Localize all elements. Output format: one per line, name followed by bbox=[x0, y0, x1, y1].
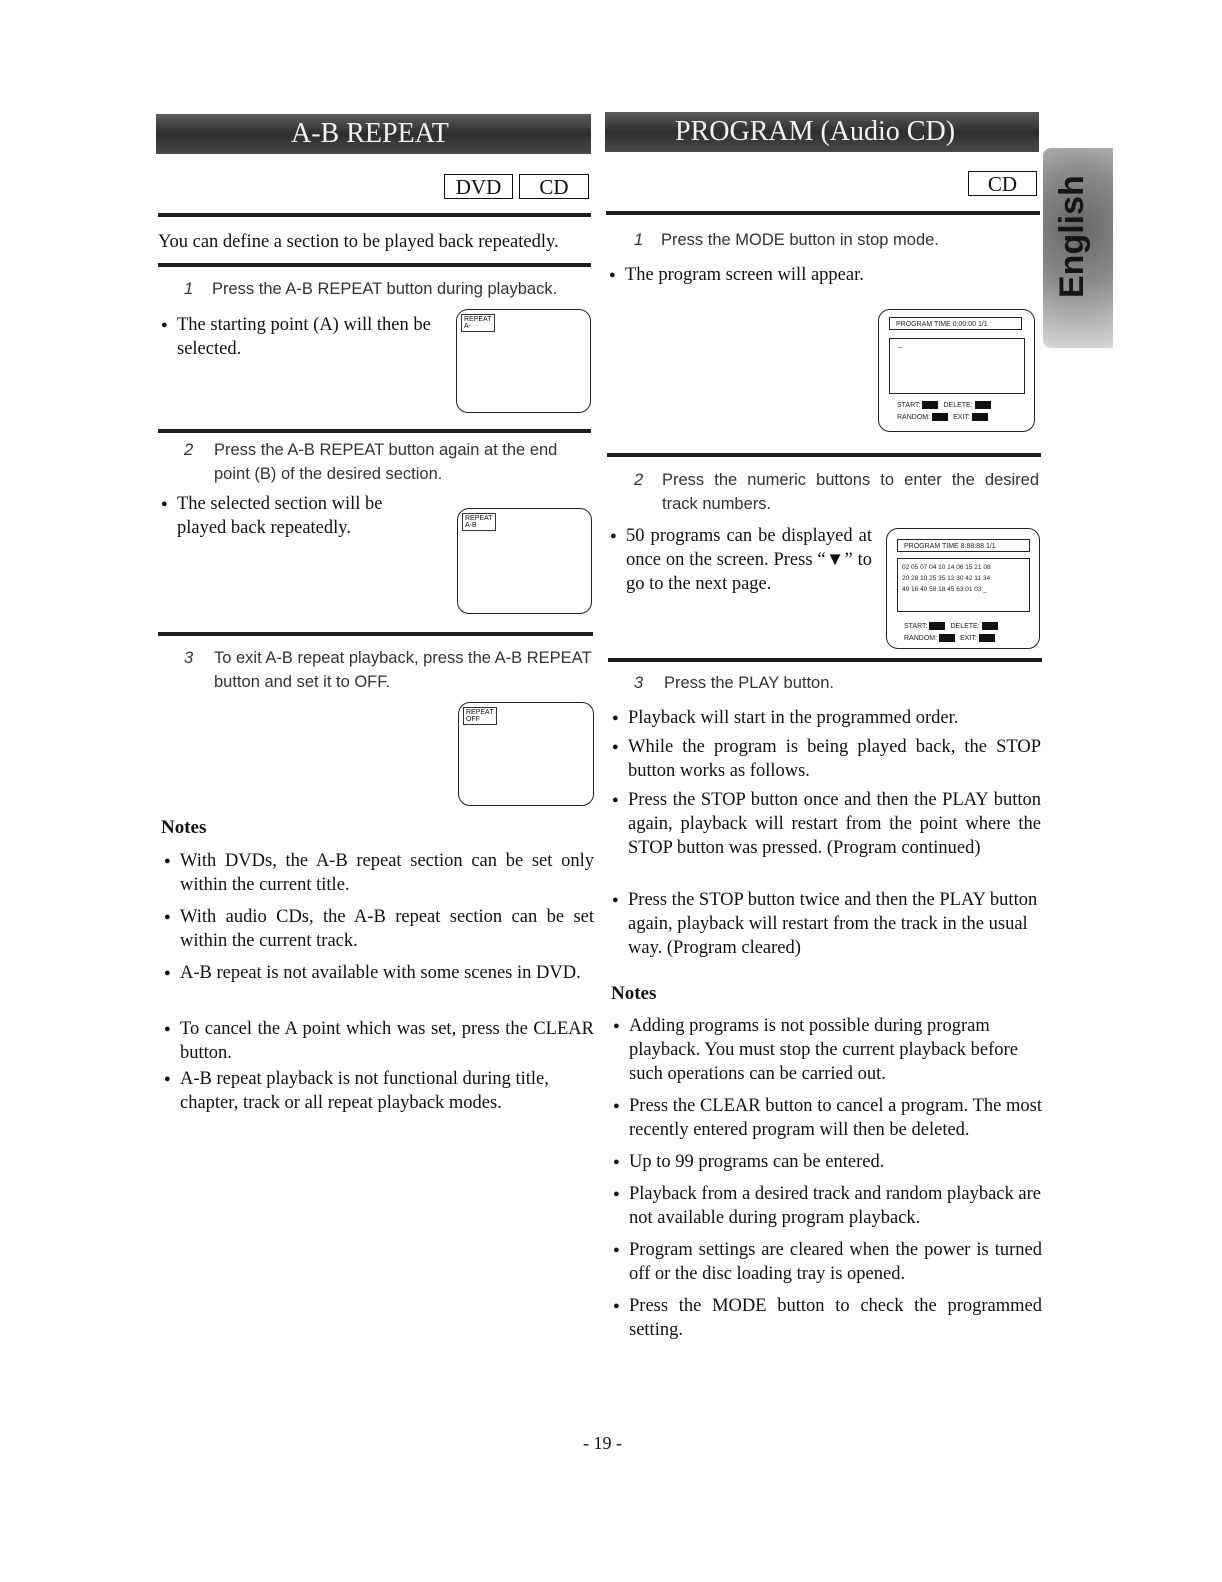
key-swatch bbox=[979, 634, 995, 642]
repeat-osd bbox=[463, 707, 497, 725]
exit-label: EXIT: bbox=[960, 635, 977, 642]
section-title: PROGRAM (Audio CD) bbox=[675, 116, 956, 147]
tv-screen bbox=[457, 508, 592, 614]
step-number: 1 bbox=[634, 231, 644, 249]
intro-text: You can define a section to be played back repeatedly. bbox=[158, 232, 559, 252]
divider bbox=[158, 632, 593, 636]
language-label: English bbox=[1053, 175, 1091, 298]
note: ● Adding programs is not possible during program playback. You must stop the current playback before such operations can be carried out. bbox=[629, 1014, 1042, 1086]
notes-heading: Notes bbox=[611, 983, 657, 1004]
placeholder: -- bbox=[898, 345, 903, 352]
track-row: 49 16 40 58 18 45 63 01 03 _ bbox=[902, 586, 987, 593]
track-row: 20 28 10 25 35 12 30 42 11 34 bbox=[902, 575, 991, 582]
step-1 bbox=[184, 277, 594, 301]
track-area bbox=[897, 558, 1030, 612]
dvd-badge: DVD bbox=[444, 174, 513, 199]
osd-label: REPEAT bbox=[465, 515, 493, 522]
divider bbox=[158, 263, 591, 267]
bullet: ● While the program is being played back, the STOP button works as follows. bbox=[628, 735, 1041, 783]
bullet: ● Playback will start in the programmed order. bbox=[628, 706, 1041, 730]
key-swatch bbox=[922, 401, 938, 409]
note: ● Up to 99 programs can be entered. bbox=[629, 1150, 1042, 1174]
bullet: ● Press the STOP button once and then the PLAY button again, playback will restart from the point where the STOP button was pressed. (Program continued) bbox=[628, 788, 1041, 860]
screen-header bbox=[897, 539, 1030, 552]
step-1 bbox=[634, 228, 1039, 252]
program-screen bbox=[886, 528, 1040, 649]
random-label: RANDOM: bbox=[897, 414, 931, 421]
divider bbox=[158, 213, 591, 217]
key-swatch bbox=[929, 622, 945, 630]
program-screen bbox=[878, 309, 1035, 432]
language-tab bbox=[1043, 148, 1113, 348]
delete-label: DELETE: bbox=[943, 402, 973, 409]
note: ● With DVDs, the A-B repeat section can be set only within the current title. bbox=[180, 849, 594, 897]
note: ● A-B repeat playback is not functional during title, chapter, track or all repeat playback modes. bbox=[180, 1067, 594, 1115]
ab-repeat-banner bbox=[156, 114, 591, 154]
repeat-osd bbox=[461, 314, 495, 332]
step-text: Press the PLAY button. bbox=[664, 674, 834, 692]
step-3 bbox=[634, 671, 1039, 695]
divider bbox=[607, 453, 1041, 457]
bullet: ● The program screen will appear. bbox=[625, 263, 925, 287]
osd-value: A- bbox=[464, 323, 471, 330]
screen-legend bbox=[897, 400, 996, 424]
key-swatch bbox=[939, 634, 955, 642]
cd-badge: CD bbox=[968, 171, 1037, 196]
divider bbox=[606, 211, 1040, 215]
step-2 bbox=[634, 468, 1039, 516]
note: ● With audio CDs, the A-B repeat section can be set within the current track. bbox=[180, 905, 594, 953]
screen-header bbox=[889, 317, 1022, 330]
header-text: PROGRAM TIME 0:00:00 1/1 bbox=[896, 321, 988, 328]
step-number: 1 bbox=[184, 280, 194, 298]
tv-screen bbox=[458, 702, 594, 806]
key-swatch bbox=[972, 413, 988, 421]
osd-value: OFF bbox=[466, 716, 480, 723]
program-banner bbox=[605, 112, 1039, 152]
header-text: PROGRAM TIME 8:88:88 1/1 bbox=[904, 543, 996, 550]
step-number: 3 bbox=[634, 674, 644, 692]
bullet: ● 50 programs can be displayed at once on the screen. Press “▼” to go to the next page. bbox=[626, 524, 872, 596]
screen-legend bbox=[904, 621, 1003, 645]
step-text: Press the MODE button in stop mode. bbox=[661, 231, 939, 249]
key-swatch bbox=[975, 401, 991, 409]
divider bbox=[158, 429, 591, 433]
step-text: Press the A-B REPEAT button again at the end point (B) of the desired section. bbox=[214, 441, 558, 483]
step-number: 2 bbox=[634, 471, 644, 489]
note: ● Press the MODE button to check the programmed setting. bbox=[629, 1294, 1042, 1342]
step-text: To exit A-B repeat playback, press the A-B REPEAT button and set it to OFF. bbox=[214, 649, 592, 691]
start-label: START: bbox=[897, 402, 921, 409]
bullet: ● The selected section will be played back repeatedly. bbox=[177, 492, 417, 540]
step-text: Press the A-B REPEAT button during playback. bbox=[212, 280, 558, 298]
section-title: A-B REPEAT bbox=[291, 118, 449, 149]
key-swatch bbox=[982, 622, 998, 630]
osd-label: REPEAT bbox=[466, 709, 494, 716]
note: ● A-B repeat is not available with some scenes in DVD. bbox=[180, 961, 594, 985]
bullet: ● The starting point (A) will then be selected. bbox=[177, 313, 452, 361]
osd-value: A-B bbox=[465, 522, 477, 529]
note: ● Press the CLEAR button to cancel a program. The most recently entered program will then be deleted. bbox=[629, 1094, 1042, 1142]
step-text: Press the numeric buttons to enter the desired track numbers. bbox=[662, 471, 1039, 513]
note: ● Playback from a desired track and random playback are not available during program playback. bbox=[629, 1182, 1042, 1230]
track-row: 02 05 07 04 10 14 06 15 21 08 bbox=[902, 564, 991, 571]
delete-label: DELETE: bbox=[950, 623, 980, 630]
tv-screen bbox=[456, 309, 591, 413]
exit-label: EXIT: bbox=[953, 414, 970, 421]
start-label: START: bbox=[904, 623, 928, 630]
repeat-osd bbox=[462, 513, 496, 531]
track-area bbox=[889, 338, 1025, 394]
divider bbox=[608, 658, 1042, 662]
page-number: - 19 - bbox=[583, 1433, 622, 1453]
step-2 bbox=[184, 438, 594, 486]
bullet: ● Press the STOP button twice and then the PLAY button again, playback will restart from the track in the usual way. (Program cleared) bbox=[628, 888, 1041, 960]
random-label: RANDOM: bbox=[904, 635, 938, 642]
cd-badge: CD bbox=[519, 174, 589, 199]
note: ● Program settings are cleared when the power is turned off or the disc loading tray is opened. bbox=[629, 1238, 1042, 1286]
step-number: 2 bbox=[184, 441, 194, 459]
key-swatch bbox=[932, 413, 948, 421]
notes-heading: Notes bbox=[161, 817, 207, 838]
step-3 bbox=[184, 646, 594, 694]
note: ● To cancel the A point which was set, press the CLEAR button. bbox=[180, 1017, 594, 1065]
step-number: 3 bbox=[184, 649, 194, 667]
osd-label: REPEAT bbox=[464, 316, 492, 323]
